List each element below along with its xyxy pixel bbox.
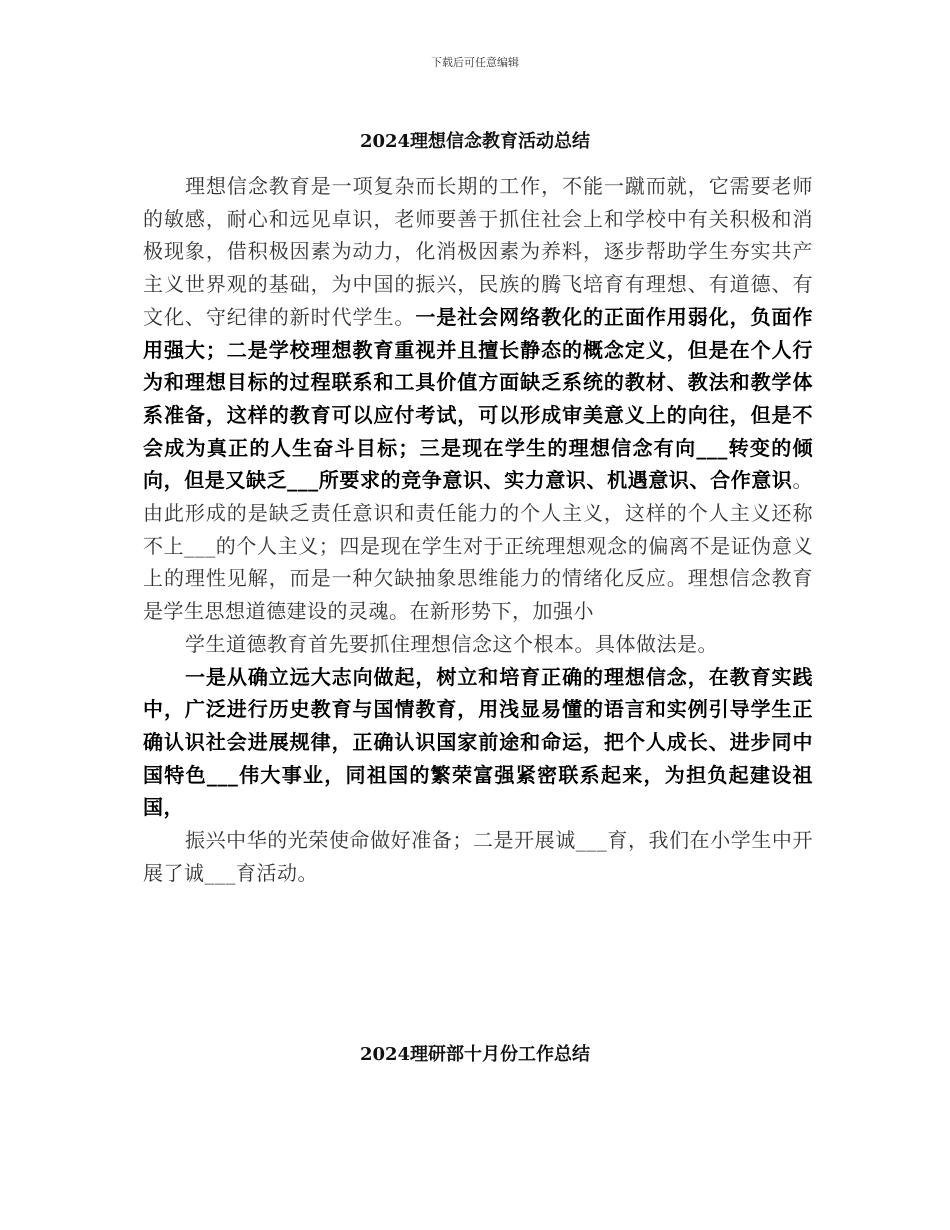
paragraph-3: 一是从确立远大志向做起，树立和培育正确的理想信念，在教育实践中，广泛进行历史教育与国情教育，用浅显易懂的语言和实例引导学生正确认识社会进展规律，正确认识国家前途和命运，把个人成长、进步同中国特色___伟大事业，同祖国的繁荣富强紧密联系起来，为担负起建设祖国， <box>143 664 813 820</box>
paragraph-2: 学生道德教育首先要抓住理想信念这个根本。具体做法是。 <box>185 631 718 656</box>
paragraph-1 <box>143 170 813 628</box>
document-body <box>143 170 813 889</box>
paragraph-1-text: 理想信念教育是一项复杂而长期的工作，不能一蹴而就，它需要老师的敏感，耐心和远见卓识，老师要善于抓住社会上和学校中有关积极和消极现象，借积极因素为动力，化消极因素为养料，逐步帮助学生夯实共产主义世界观的基础，为中国的振兴，民族的腾飞培育有理想、有道德、有文化、守纪律的新时代学生。 <box>143 174 813 329</box>
document-title: 2024理想信念教育活动总结 <box>359 131 591 152</box>
paragraph-1-bold-text: 一是社会网络教化的正面作用弱化，负面作用强大；二是学校理想教育重视并且擅长静态的概念定义，但是在个人行为和理想目标的过程联系和工具价值方面缺乏系统的教材、教法和教学体系准备，这样的教育可以应付考试，可以形成审美意义上的向往，但是不会成为真正的人生奋斗目标；三是现在学生的理想信念有向___转变的倾向，但是又缺乏___所要求的竞争意识、实力意识、机遇意识、合作意识 <box>143 304 814 493</box>
paragraph-1-tail-text: 。由此形成的是缺乏责任意识和责任能力的个人主义，这样的个人主义还称不上___的个人主义；四是现在学生对于正统理想观念的偏离不是证伪意义上的理性见解，而是一种欠缺抽象思维能力的情绪化反应。理想信念教育是学生思想道德建设的灵魂。在新形势下，加强小 <box>143 468 813 624</box>
section-title: 2024理研部十月份工作总结 <box>359 1044 591 1065</box>
paragraph-4: 振兴中华的光荣使命做好准备；二是开展诚___育，我们在小学生中开展了诚___育活动。 <box>143 828 813 885</box>
page-header-note: 下载后可任意编辑 <box>431 56 519 69</box>
